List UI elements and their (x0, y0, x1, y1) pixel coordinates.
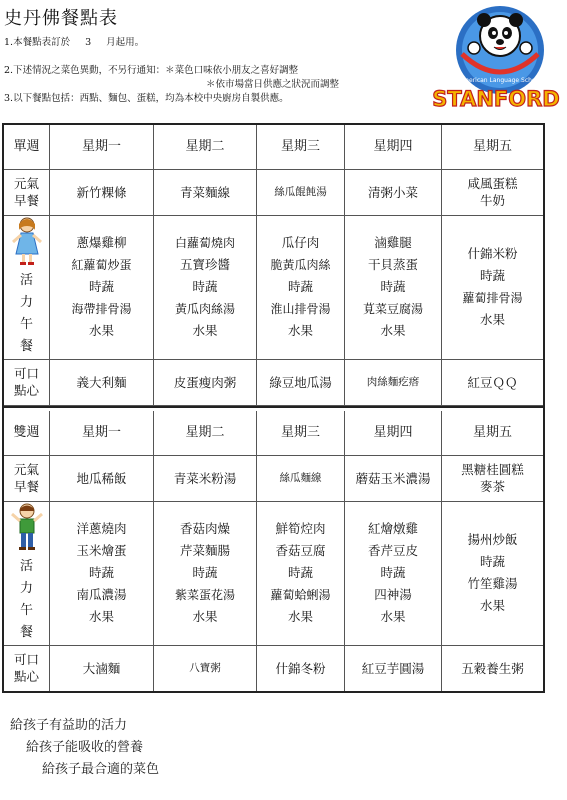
lunch-label: 活 力 午 餐 (4, 502, 50, 644)
lunch-row (4, 216, 543, 359)
menu-item: 蘿蔔蛤蜊湯 (270, 588, 331, 603)
menu-item: 水果 (380, 323, 406, 339)
menu-item: 紅燴燉雞 (367, 521, 418, 537)
snack-cell (154, 360, 257, 406)
menu-item: 五寶珍醬 (179, 257, 230, 273)
breakfast-cell (257, 456, 345, 502)
menu-item: 時蔬 (287, 279, 313, 295)
menu-item: 元氣 (13, 176, 39, 192)
breakfast-cell (345, 456, 442, 502)
girl-icon (11, 216, 43, 266)
menu-item: 洋蔥燒肉 (76, 521, 127, 537)
menu-item: 莧菜豆腐湯 (362, 302, 423, 317)
menu-item: 可口 (13, 652, 39, 668)
day-header: 星期二 (154, 125, 257, 169)
slogan-1: 給孩子有益助的活力 (10, 718, 128, 733)
slogan-2: 給孩子能吸收的營養 (26, 740, 144, 755)
menu-item: 牛奶 (479, 193, 505, 209)
day-header: 星期三 (257, 125, 345, 169)
menu-item: 水果 (192, 609, 218, 625)
menu-item: 時蔬 (479, 554, 505, 570)
snack-cell (442, 360, 543, 406)
menu-item: 南瓜濃湯 (76, 587, 127, 603)
breakfast-cell (442, 170, 543, 216)
menu-item: 竹笙雞湯 (467, 576, 518, 592)
menu-item: 時蔬 (88, 565, 114, 581)
logo-school-name: American Language School (459, 77, 541, 84)
menu-item: 麥茶 (479, 479, 505, 495)
breakfast-cell (154, 170, 257, 216)
breakfast-label (4, 170, 50, 216)
note-2b: ＊依市場當日供應之狀況而調整 (206, 79, 340, 90)
menu-item: 紅蘿蔔炒蛋 (71, 258, 132, 273)
breakfast-cell (257, 170, 345, 216)
day-header: 星期一 (50, 125, 154, 169)
week-header-row (4, 411, 543, 456)
menu-item: 芹菜麵腸 (179, 543, 230, 559)
menu-item: 水果 (479, 598, 505, 614)
breakfast-cell (50, 456, 154, 502)
menu-item: 蔥爆雞柳 (76, 235, 127, 251)
note-2: 2.下述情況之菜色異動，不另行通知：＊菜色口味依小朋友之喜好調整 (4, 65, 299, 76)
menu-item: 黃瓜肉絲湯 (174, 302, 235, 317)
snack-cell (345, 646, 442, 692)
lunch-cell (345, 216, 442, 358)
menu-item: 什錦冬粉 (275, 660, 326, 676)
menu-item: 水果 (88, 323, 114, 339)
snack-row (4, 360, 543, 407)
menu-item: 綠豆地瓜湯 (269, 374, 332, 390)
lunch-cell (50, 502, 154, 644)
menu-item: 水果 (192, 323, 218, 339)
note-1: 1.本餐點表訂於 3 月起用。 (4, 37, 145, 48)
menu-item: 時蔬 (192, 279, 218, 295)
menu-item: 蘿蔔排骨湯 (462, 291, 523, 306)
week-label: 單週 (4, 125, 50, 169)
menu-item: 八寶粥 (189, 661, 221, 674)
menu-item: 時蔬 (287, 565, 313, 581)
menu-item: 鮮筍焢肉 (275, 521, 326, 537)
week-header-row (4, 125, 543, 170)
page-title: 史丹佛餐點表 (4, 8, 118, 29)
menu-item: 瓜仔肉 (281, 235, 320, 251)
menu-item: 香芹豆皮 (367, 543, 418, 559)
lunch-label: 活 力 午 餐 (4, 216, 50, 358)
menu-item: 青菜麵線 (179, 184, 230, 200)
menu-item: 時蔬 (380, 565, 406, 581)
menu-item: 四神湯 (374, 587, 412, 603)
menu-item: 地瓜稀飯 (76, 470, 127, 486)
snack-label (4, 646, 50, 692)
menu-item: 紅豆芋圓湯 (361, 660, 425, 676)
menu-item: 揚州炒飯 (467, 532, 518, 548)
day-header: 星期二 (154, 411, 257, 455)
menu-item: 清粥小菜 (367, 184, 418, 200)
menu-item: 時蔬 (88, 279, 114, 295)
menu-item: 絲瓜餛飩湯 (274, 185, 327, 198)
menu-item: 時蔬 (380, 279, 406, 295)
menu-item: 青菜米粉湯 (173, 470, 237, 486)
breakfast-label (4, 456, 50, 502)
menu-item: 淮山排骨湯 (270, 302, 331, 317)
lunch-cell (442, 216, 543, 358)
menu-item: 大滷麵 (82, 660, 121, 676)
menu-item: 水果 (287, 609, 313, 625)
snack-cell (257, 360, 345, 406)
menu-item: 海帶排骨湯 (71, 302, 132, 317)
lunch-cell (257, 216, 345, 358)
breakfast-row (4, 456, 543, 503)
logo-brand: STANFORD (432, 87, 560, 111)
day-header: 星期一 (50, 411, 154, 455)
menu-item: 點心 (13, 383, 39, 399)
snack-cell (154, 646, 257, 692)
menu-item: 皮蛋瘦肉粥 (173, 374, 237, 390)
snack-cell (50, 360, 154, 406)
week-label: 雙週 (4, 411, 50, 455)
menu-item: 水果 (88, 609, 114, 625)
menu-item: 白蘿蔔燒肉 (174, 236, 235, 251)
notes (4, 36, 424, 106)
stanford-logo (428, 2, 562, 116)
breakfast-cell (442, 456, 543, 502)
day-header: 星期四 (345, 125, 442, 169)
lunch-cell (257, 502, 345, 644)
menu-item: 脆黃瓜肉絲 (270, 258, 331, 273)
menu-item: 義大利麵 (76, 374, 127, 390)
slogan-3: 給孩子最合適的菜色 (42, 762, 160, 777)
note-1-month: 3 (85, 37, 92, 48)
menu-item: 黑糖桂圓糕 (461, 462, 524, 478)
snack-cell (345, 360, 442, 406)
menu-item: 咸風蛋糕 (467, 176, 518, 192)
menu-item: 時蔬 (192, 565, 218, 581)
lunch-cell (154, 216, 257, 358)
breakfast-cell (154, 456, 257, 502)
menu-item: 絲瓜麵線 (279, 471, 322, 484)
snack-label (4, 360, 50, 406)
menu-item: 水果 (380, 609, 406, 625)
menu-item: 滷雞腿 (374, 235, 412, 251)
menu-item: 什錦米粉 (467, 246, 518, 262)
menu-item: 紫菜蛋花湯 (174, 588, 235, 603)
menu-item: 時蔬 (479, 268, 505, 284)
menu-table (2, 123, 545, 693)
menu-item: 水果 (479, 312, 505, 328)
breakfast-cell (50, 170, 154, 216)
lunch-cell (345, 502, 442, 644)
breakfast-row (4, 170, 543, 217)
menu-item: 點心 (13, 669, 39, 685)
menu-item: 香菇豆腐 (275, 543, 326, 559)
menu-item: 新竹粿條 (76, 184, 127, 200)
menu-item: 玉米燴蛋 (76, 543, 127, 559)
note-3: 3.以下餐點包括：西點、麵包、蛋糕，均為本校中央廚房自製供應。 (4, 93, 289, 104)
footer-slogans (10, 715, 159, 781)
day-header: 星期四 (345, 411, 442, 455)
menu-item: 紅豆ＱＱ (467, 374, 518, 390)
menu-item: 可口 (13, 366, 39, 382)
menu-item: 元氣 (13, 462, 39, 478)
snack-row (4, 646, 543, 692)
menu-item: 肉絲麵疙瘩 (366, 375, 420, 388)
day-header: 星期三 (257, 411, 345, 455)
day-header: 星期五 (472, 138, 512, 154)
lunch-cell (154, 502, 257, 644)
day-header: 星期五 (472, 424, 512, 440)
boy-icon (11, 502, 43, 552)
snack-cell (442, 646, 543, 692)
lunch-cell (442, 502, 543, 644)
breakfast-cell (345, 170, 442, 216)
menu-item: 五穀養生粥 (461, 660, 524, 676)
menu-item: 香菇肉燥 (179, 521, 230, 537)
menu-item: 早餐 (13, 479, 39, 495)
lunch-row (4, 502, 543, 645)
lunch-cell (50, 216, 154, 358)
snack-cell (257, 646, 345, 692)
menu-item: 早餐 (13, 193, 39, 209)
snack-cell (50, 646, 154, 692)
menu-item: 干貝蒸蛋 (367, 257, 418, 273)
menu-item: 蘑菇玉米濃湯 (355, 470, 431, 486)
menu-item: 水果 (287, 323, 313, 339)
